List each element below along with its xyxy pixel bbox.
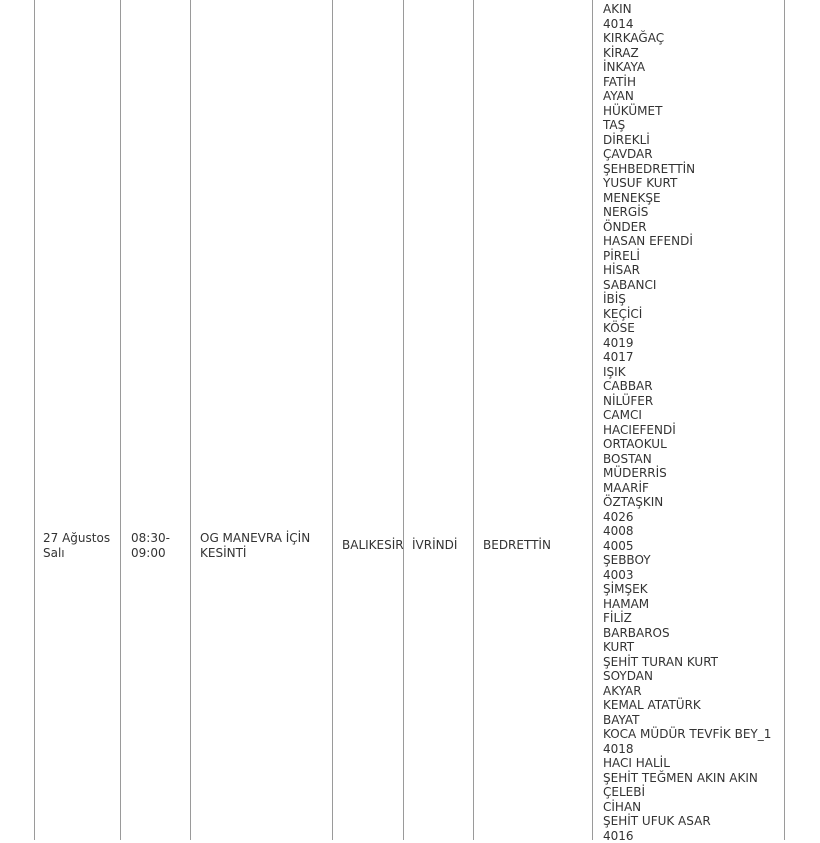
street-item: ÖNDER <box>603 220 771 235</box>
date-text: 27 Ağustos <box>43 531 110 546</box>
street-item: ŞEHİT UFUK ASAR <box>603 814 771 829</box>
date-cell <box>43 531 110 560</box>
street-list <box>603 2 771 843</box>
street-item: ŞEHİT TEĞMEN AKIN AKIN <box>603 771 771 786</box>
street-item: CAMCI <box>603 408 771 423</box>
street-item: MÜDERRİS <box>603 466 771 481</box>
time-start-text: 08:30- <box>131 531 170 546</box>
street-item: HAMAM <box>603 597 771 612</box>
street-item: İNKAYA <box>603 60 771 75</box>
time-cell <box>131 531 170 560</box>
column-divider <box>190 0 191 840</box>
street-item: SOYDAN <box>603 669 771 684</box>
column-divider <box>403 0 404 840</box>
street-item: 4003 <box>603 568 771 583</box>
street-item: AKIN <box>603 2 771 17</box>
street-item: 4005 <box>603 539 771 554</box>
column-divider <box>473 0 474 840</box>
column-divider <box>34 0 35 840</box>
street-item: 4016 <box>603 829 771 843</box>
street-item: KOCA MÜDÜR TEVFİK BEY_1 <box>603 727 771 742</box>
street-item: 4019 <box>603 336 771 351</box>
street-item: YUSUF KURT <box>603 176 771 191</box>
reason-cell <box>200 531 310 560</box>
neighborhood-text: BEDRETTİN <box>483 538 551 553</box>
reason-text-line2: KESİNTİ <box>200 546 310 561</box>
street-item: FİLİZ <box>603 611 771 626</box>
street-item: PİRELİ <box>603 249 771 264</box>
province-text: BALIKESİR <box>342 538 404 553</box>
street-item: KÖSE <box>603 321 771 336</box>
street-item: HACI HALİL <box>603 756 771 771</box>
street-item: ŞEBBOY <box>603 553 771 568</box>
neighborhood-cell <box>483 538 551 553</box>
street-item: BOSTAN <box>603 452 771 467</box>
street-item: KEMAL ATATÜRK <box>603 698 771 713</box>
street-item: IŞIK <box>603 365 771 380</box>
street-item: BAYAT <box>603 713 771 728</box>
street-item: İBİŞ <box>603 292 771 307</box>
street-item: DİREKLİ <box>603 133 771 148</box>
column-divider <box>784 0 785 840</box>
street-item: 4008 <box>603 524 771 539</box>
street-item: ÖZTAŞKIN <box>603 495 771 510</box>
street-item: MAARİF <box>603 481 771 496</box>
street-item: ŞEHİT TURAN KURT <box>603 655 771 670</box>
street-item: AYAN <box>603 89 771 104</box>
district-cell <box>412 538 457 553</box>
street-item: ÇELEBİ <box>603 785 771 800</box>
street-item: TAŞ <box>603 118 771 133</box>
street-item: ŞİMŞEK <box>603 582 771 597</box>
street-item: KEÇİCİ <box>603 307 771 322</box>
street-item: BARBAROS <box>603 626 771 641</box>
street-item: NERGİS <box>603 205 771 220</box>
reason-text-line1: OG MANEVRA İÇİN <box>200 531 310 546</box>
street-item: KİRAZ <box>603 46 771 61</box>
street-item: AKYAR <box>603 684 771 699</box>
street-item: KURT <box>603 640 771 655</box>
street-item: SABANCI <box>603 278 771 293</box>
street-item: CABBAR <box>603 379 771 394</box>
district-text: İVRİNDİ <box>412 538 457 553</box>
street-item: CİHAN <box>603 800 771 815</box>
street-item: MENEKŞE <box>603 191 771 206</box>
street-item: HİSAR <box>603 263 771 278</box>
street-item: NİLÜFER <box>603 394 771 409</box>
street-item: HACIEFENDİ <box>603 423 771 438</box>
street-item: HASAN EFENDİ <box>603 234 771 249</box>
street-item: ORTAOKUL <box>603 437 771 452</box>
street-item: 4026 <box>603 510 771 525</box>
column-divider <box>592 0 593 840</box>
column-divider <box>332 0 333 840</box>
street-item: HÜKÜMET <box>603 104 771 119</box>
weekday-text: Salı <box>43 546 110 561</box>
street-item: 4014 <box>603 17 771 32</box>
street-item: 4018 <box>603 742 771 757</box>
province-cell <box>342 538 404 553</box>
street-item: KIRKAĞAÇ <box>603 31 771 46</box>
column-divider <box>120 0 121 840</box>
street-item: ÇAVDAR <box>603 147 771 162</box>
street-item: 4017 <box>603 350 771 365</box>
street-item: ŞEHBEDRETTİN <box>603 162 771 177</box>
time-end-text: 09:00 <box>131 546 170 561</box>
street-item: FATİH <box>603 75 771 90</box>
